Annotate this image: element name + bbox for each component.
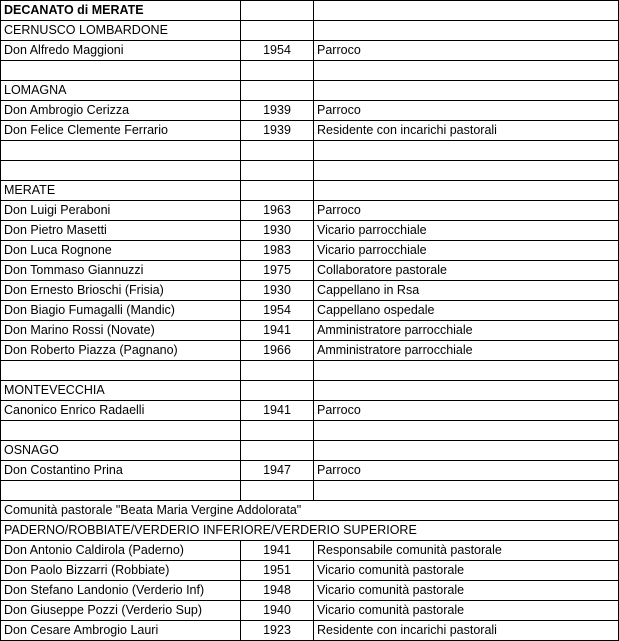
priest-role: Responsabile comunità pastorale [314, 541, 619, 561]
empty-cell [1, 61, 241, 81]
priest-name: Don Ernesto Brioschi (Frisia) [1, 281, 241, 301]
table-row [1, 301, 619, 321]
parish-name: MERATE [1, 181, 241, 201]
birth-year: 1941 [241, 401, 314, 421]
birth-year: 1939 [241, 121, 314, 141]
priest-name: Don Stefano Landonio (Verderio Inf) [1, 581, 241, 601]
birth-year: 1939 [241, 101, 314, 121]
empty-cell [314, 1, 619, 21]
birth-year: 1954 [241, 41, 314, 61]
empty-row [1, 61, 619, 81]
priest-name: Canonico Enrico Radaelli [1, 401, 241, 421]
table-row [1, 221, 619, 241]
table-row [1, 581, 619, 601]
priest-role: Parroco [314, 201, 619, 221]
empty-cell [241, 181, 314, 201]
birth-year: 1966 [241, 341, 314, 361]
empty-cell [314, 481, 619, 501]
birth-year: 1975 [241, 261, 314, 281]
parish-section-row [1, 381, 619, 401]
empty-cell [1, 161, 241, 181]
title-row [1, 1, 619, 21]
empty-cell [241, 441, 314, 461]
priest-role: Parroco [314, 461, 619, 481]
empty-cell [1, 481, 241, 501]
empty-row [1, 361, 619, 381]
empty-cell [314, 381, 619, 401]
empty-cell [314, 361, 619, 381]
empty-cell [1, 141, 241, 161]
priest-name: Don Marino Rossi (Novate) [1, 321, 241, 341]
birth-year: 1983 [241, 241, 314, 261]
priest-role: Residente con incarichi pastorali [314, 121, 619, 141]
priest-role: Parroco [314, 41, 619, 61]
priest-role: Amministratore parrocchiale [314, 341, 619, 361]
table-row [1, 281, 619, 301]
parish-name: MONTEVECCHIA [1, 381, 241, 401]
priest-name: Don Alfredo Maggioni [1, 41, 241, 61]
priest-role: Vicario comunità pastorale [314, 581, 619, 601]
birth-year: 1947 [241, 461, 314, 481]
birth-year: 1941 [241, 541, 314, 561]
priest-role: Vicario comunità pastorale [314, 601, 619, 621]
empty-cell [314, 61, 619, 81]
priest-role: Vicario comunità pastorale [314, 561, 619, 581]
community-label: Comunità pastorale "Beata Maria Vergine Addolorata" [1, 501, 619, 521]
priest-role: Vicario parrocchiale [314, 241, 619, 261]
community-label: PADERNO/ROBBIATE/VERDERIO INFERIORE/VERDERIO SUPERIORE [1, 521, 619, 541]
empty-cell [241, 141, 314, 161]
table-row [1, 41, 619, 61]
priest-name: Don Tommaso Giannuzzi [1, 261, 241, 281]
birth-year: 1951 [241, 561, 314, 581]
empty-cell [314, 441, 619, 461]
empty-cell [314, 141, 619, 161]
empty-cell [1, 421, 241, 441]
empty-row [1, 161, 619, 181]
priest-name: Don Giuseppe Pozzi (Verderio Sup) [1, 601, 241, 621]
parish-section-row [1, 21, 619, 41]
priest-name: Don Luca Rognone [1, 241, 241, 261]
parish-section-row [1, 441, 619, 461]
priest-name: Don Cesare Ambrogio Lauri [1, 621, 241, 641]
priest-name: Don Costantino Prina [1, 461, 241, 481]
table-row [1, 201, 619, 221]
birth-year: 1923 [241, 621, 314, 641]
priest-role: Amministratore parrocchiale [314, 321, 619, 341]
parish-name: CERNUSCO LOMBARDONE [1, 21, 241, 41]
priest-role: Residente con incarichi pastorali [314, 621, 619, 641]
table-row [1, 461, 619, 481]
priest-name: Don Pietro Masetti [1, 221, 241, 241]
table-row [1, 241, 619, 261]
empty-cell [241, 481, 314, 501]
priest-name: Don Ambrogio Cerizza [1, 101, 241, 121]
empty-cell [241, 1, 314, 21]
priest-role: Parroco [314, 401, 619, 421]
table-row [1, 621, 619, 641]
table-row [1, 101, 619, 121]
empty-cell [241, 381, 314, 401]
community-banner-row [1, 501, 619, 521]
birth-year: 1948 [241, 581, 314, 601]
empty-cell [241, 421, 314, 441]
empty-cell [314, 161, 619, 181]
table-row [1, 261, 619, 281]
table-row [1, 541, 619, 561]
empty-cell [241, 161, 314, 181]
priest-role: Cappellano in Rsa [314, 281, 619, 301]
empty-row [1, 421, 619, 441]
table-row [1, 561, 619, 581]
birth-year: 1930 [241, 281, 314, 301]
birth-year: 1963 [241, 201, 314, 221]
birth-year: 1930 [241, 221, 314, 241]
empty-cell [314, 21, 619, 41]
priest-role: Cappellano ospedale [314, 301, 619, 321]
empty-cell [241, 81, 314, 101]
empty-row [1, 141, 619, 161]
parish-name: OSNAGO [1, 441, 241, 461]
priest-name: Don Biagio Fumagalli (Mandic) [1, 301, 241, 321]
empty-cell [1, 361, 241, 381]
clergy-table-body [1, 1, 619, 641]
priest-role: Collaboratore pastorale [314, 261, 619, 281]
table-row [1, 401, 619, 421]
empty-cell [314, 81, 619, 101]
empty-cell [241, 61, 314, 81]
priest-name: Don Felice Clemente Ferrario [1, 121, 241, 141]
table-row [1, 321, 619, 341]
birth-year: 1954 [241, 301, 314, 321]
birth-year: 1941 [241, 321, 314, 341]
priest-name: Don Antonio Caldirola (Paderno) [1, 541, 241, 561]
parish-name: LOMAGNA [1, 81, 241, 101]
birth-year: 1940 [241, 601, 314, 621]
table-row [1, 121, 619, 141]
empty-cell [314, 181, 619, 201]
parish-section-row [1, 181, 619, 201]
priest-name: Don Roberto Piazza (Pagnano) [1, 341, 241, 361]
deanery-title: DECANATO di MERATE [1, 1, 241, 21]
empty-cell [241, 21, 314, 41]
priest-name: Don Luigi Peraboni [1, 201, 241, 221]
table-row [1, 601, 619, 621]
priest-role: Vicario parrocchiale [314, 221, 619, 241]
community-banner-row [1, 521, 619, 541]
priest-name: Don Paolo Bizzarri (Robbiate) [1, 561, 241, 581]
parish-section-row [1, 81, 619, 101]
empty-row [1, 481, 619, 501]
table-row [1, 341, 619, 361]
empty-cell [241, 361, 314, 381]
priest-role: Parroco [314, 101, 619, 121]
empty-cell [314, 421, 619, 441]
